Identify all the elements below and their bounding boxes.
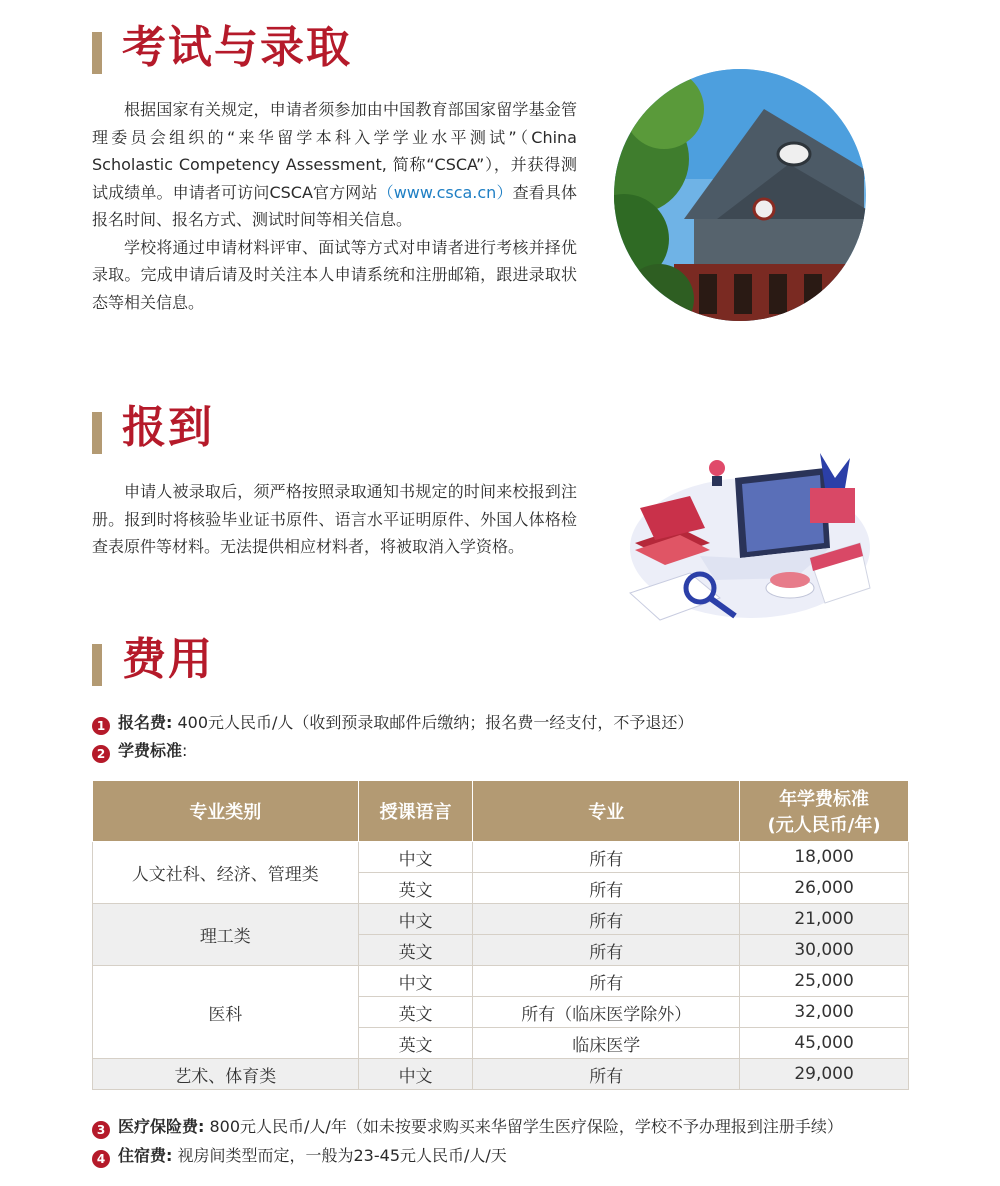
fee-cell: 21,000 xyxy=(740,904,909,935)
exam-paragraph-1-text: 根据国家有关规定，申请者须参加由中国教育部国家留学基金管理委员会组织的“来华留学本科入学学业水平测试”（China Scholastic Competency Assessment, 简称“CSCA”），并获得测试成绩单。申请者可访问CSCA官方网站 xyxy=(92,100,577,202)
header-fee-line-1: 年学费标准 xyxy=(779,789,870,810)
major-cell: 所有（临床医学除外） xyxy=(473,997,740,1028)
campus-building-photo xyxy=(614,69,866,321)
major-cell: 所有 xyxy=(473,966,740,997)
fee-cell: 18,000 xyxy=(740,842,909,873)
category-cell: 人文社科、经济、管理类 xyxy=(93,842,359,904)
fee-item-insurance xyxy=(92,1115,843,1139)
language-cell: 英文 xyxy=(358,1028,473,1059)
section-title: 费用 xyxy=(122,634,214,685)
language-cell: 中文 xyxy=(358,1059,473,1090)
major-cell: 所有 xyxy=(473,1059,740,1090)
section-title: 考试与录取 xyxy=(122,22,352,73)
table-row xyxy=(93,966,909,997)
fee-cell: 45,000 xyxy=(740,1028,909,1059)
tuition-table xyxy=(92,780,909,1090)
number-badge: 4 xyxy=(92,1150,110,1168)
table-row xyxy=(93,1059,909,1090)
language-cell: 英文 xyxy=(358,935,473,966)
fee-text: : xyxy=(182,741,188,760)
language-cell: 英文 xyxy=(358,873,473,904)
language-cell: 中文 xyxy=(358,966,473,997)
fee-item-tuition xyxy=(92,739,187,763)
exam-paragraph-1 xyxy=(92,96,577,234)
fee-text: 400元人民币/人（收到预录取邮件后缴纳；报名费一经支付，不予退还） xyxy=(177,713,694,732)
header-language: 授课语言 xyxy=(358,781,473,842)
header-major: 专业 xyxy=(473,781,740,842)
study-desk-illustration xyxy=(620,448,880,628)
fee-cell: 32,000 xyxy=(740,997,909,1028)
language-cell: 英文 xyxy=(358,997,473,1028)
section-title: 报到 xyxy=(122,402,214,453)
registration-paragraph: 申请人被录取后，须严格按照录取通知书规定的时间来校报到注册。报到时将核验毕业证书原件、语言水平证明原件、外国人体格检查表原件等材料。无法提供相应材料者，将被取消入学资格。 xyxy=(92,482,577,556)
category-cell: 理工类 xyxy=(93,904,359,966)
fee-label: 报名费: xyxy=(118,713,173,732)
exam-text xyxy=(92,96,577,316)
fee-cell: 26,000 xyxy=(740,873,909,904)
section-accent-bar xyxy=(92,412,102,454)
major-cell: 所有 xyxy=(473,842,740,873)
header-fee-line-2: (元人民币/年) xyxy=(767,815,881,836)
fee-item-application xyxy=(92,711,693,735)
header-fee xyxy=(740,781,909,842)
major-cell: 所有 xyxy=(473,904,740,935)
number-badge: 2 xyxy=(92,745,110,763)
number-badge: 3 xyxy=(92,1121,110,1139)
fee-label: 医疗保险费: xyxy=(118,1117,205,1136)
section-accent-bar xyxy=(92,644,102,686)
table-row xyxy=(93,842,909,873)
fee-text: 视房间类型而定，一般为23-45元人民币/人/天 xyxy=(177,1146,507,1165)
exam-paragraph-1-tail: 查看具体报名时间、报名方式、测试时间等相关信息。 xyxy=(92,182,577,229)
table-header-row xyxy=(93,781,909,842)
number-badge: 1 xyxy=(92,717,110,735)
registration-text xyxy=(92,478,577,561)
fee-cell: 25,000 xyxy=(740,966,909,997)
major-cell: 所有 xyxy=(473,935,740,966)
exam-paragraph-2: 学校将通过申请材料评审、面试等方式对申请者进行考核并择优录取。完成申请后请及时关注本人申请系统和注册邮箱，跟进录取状态等相关信息。 xyxy=(92,237,577,312)
fee-label: 住宿费: xyxy=(118,1146,173,1165)
header-category: 专业类别 xyxy=(93,781,359,842)
language-cell: 中文 xyxy=(358,904,473,935)
fee-cell: 30,000 xyxy=(740,935,909,966)
section-accent-bar xyxy=(92,32,102,74)
fee-cell: 29,000 xyxy=(740,1059,909,1090)
fee-item-accommodation xyxy=(92,1144,507,1168)
category-cell: 艺术、体育类 xyxy=(93,1059,359,1090)
language-cell: 中文 xyxy=(358,842,473,873)
fee-text: 800元人民币/人/年（如未按要求购买来华留学生医疗保险，学校不予办理报到注册手续） xyxy=(209,1117,843,1136)
major-cell: 所有 xyxy=(473,873,740,904)
fee-label: 学费标准 xyxy=(118,741,183,760)
major-cell: 临床医学 xyxy=(473,1028,740,1059)
csca-website-link[interactable]: （www.csca.cn） xyxy=(377,182,513,202)
category-cell: 医科 xyxy=(93,966,359,1059)
table-row xyxy=(93,904,909,935)
